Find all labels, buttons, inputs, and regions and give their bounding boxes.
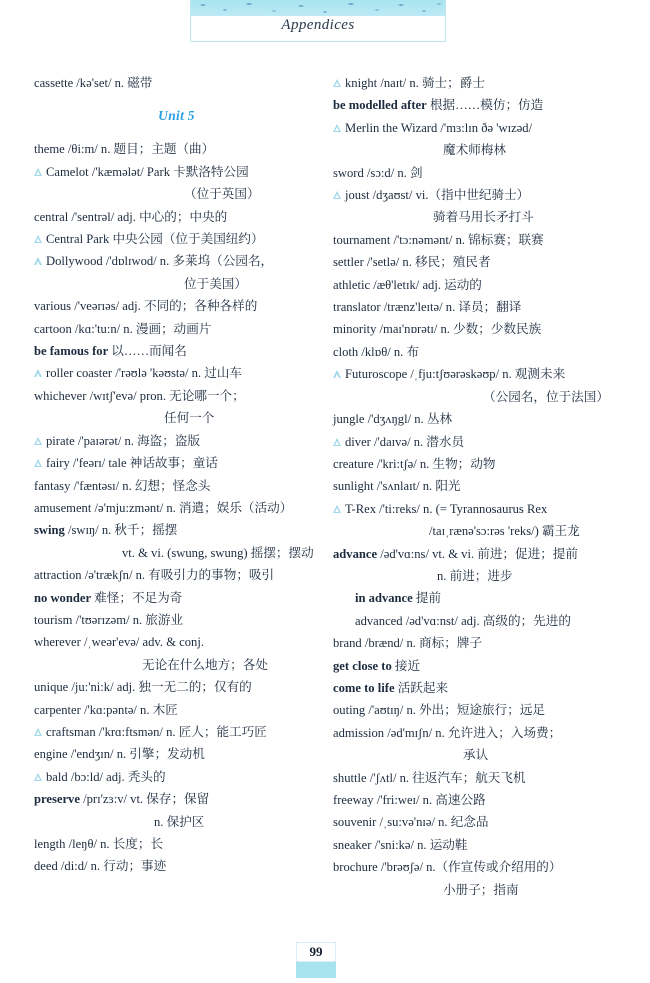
entry-text	[34, 792, 209, 806]
page-footer	[296, 942, 336, 978]
entry-text: minority /maɪ'nɒrətɪ/ n. 少数；少数民族	[333, 322, 542, 337]
vocabulary-entry	[333, 72, 633, 94]
entry-text: sword /sɔ:d/ n. 剑	[333, 165, 423, 180]
entry-headword: be famous for	[34, 344, 109, 359]
entry-definition: /swɪŋ/ n. 秋千；摇摆	[64, 523, 178, 538]
entry-text: sneaker /'sni:kə/ n. 运动鞋	[333, 837, 468, 852]
entry-text: Camelot /'kæmələt/ Park 卡默洛特公园	[46, 164, 249, 179]
entry-continuation-line	[333, 386, 633, 408]
entry-text: unique /ju:'ni:k/ adj. 独一无二的；仅有的	[34, 680, 252, 695]
triangle-marker-icon	[34, 235, 43, 243]
vocabulary-entry	[34, 519, 319, 541]
vocabulary-entry	[333, 610, 633, 632]
entry-definition: 以……而闻名	[108, 344, 187, 359]
continuation-text: n. 前进；进步	[437, 568, 513, 583]
entry-text: jungle /'dʒʌŋgl/ n. 丛林	[333, 412, 453, 427]
entry-text: sunlight /'sʌnlaɪt/ n. 阳光	[333, 479, 461, 494]
entry-text: craftsman /'krɑ:ftsmən/ n. 匠人；能工巧匠	[46, 724, 267, 739]
entry-continuation-line	[333, 565, 633, 587]
entry-text: Futuroscope /ˌfju:tʃʊərəskəʊp/ n. 观测未来	[345, 367, 566, 382]
entry-text	[34, 591, 182, 605]
vocabulary-entry	[34, 788, 319, 810]
vocabulary-entry	[333, 475, 633, 497]
continuation-text: （位于英国）	[184, 187, 260, 202]
triangle-marker-icon	[34, 257, 43, 265]
vocabulary-entry	[34, 743, 319, 765]
entry-headword: get close to	[333, 658, 392, 673]
vocabulary-entry	[34, 609, 319, 631]
page-title: Appendices	[281, 17, 355, 33]
footer-color-band	[296, 962, 336, 978]
entry-text: wherever /ˌweər'evə/ adv. & conj.	[34, 635, 204, 650]
vocabulary-entry	[333, 834, 633, 856]
continuation-text: n. 保护区	[154, 814, 205, 829]
triangle-marker-icon	[34, 437, 43, 445]
entry-continuation-line	[333, 744, 633, 766]
vocabulary-entry	[333, 453, 633, 475]
continuation-text: 任何一个	[164, 411, 215, 426]
continuation-text: 无论在什么地方；各处	[142, 657, 268, 672]
entry-text: admission /əd'mɪʃn/ n. 允许进入；入场费；	[333, 725, 562, 740]
vocabulary-entry	[34, 318, 319, 340]
vocabulary-entry	[333, 587, 633, 609]
left-column	[34, 72, 319, 878]
entry-definition: /əd'vɑ:ns/ vt. & vi. 前进；促进；提前	[377, 546, 578, 561]
entry-text: diver /'daɪvə/ n. 潜水员	[345, 434, 465, 449]
continuation-text: vt. & vi. (swung, swung) 摇摆；摆动	[122, 545, 314, 560]
entry-text: joust /dʒaʊst/ vi.（指中世纪骑士）	[345, 188, 530, 203]
vocabulary-entry	[333, 677, 633, 699]
entry-text	[333, 98, 543, 112]
continuation-text: （公园名，位于法国）	[483, 389, 609, 404]
entry-definition: 根据……模仿；仿造	[426, 98, 544, 113]
vocabulary-entry	[34, 206, 319, 228]
vocabulary-entry	[34, 497, 319, 519]
entry-definition: 接近	[391, 658, 421, 673]
vocabulary-entry	[34, 631, 319, 653]
entry-continuation-line	[333, 206, 633, 228]
vocabulary-entry	[333, 318, 633, 340]
triangle-marker-icon	[34, 168, 43, 176]
entry-definition: 提前	[412, 591, 442, 606]
entry-text: tournament /'tɔ:nəmənt/ n. 锦标赛；联赛	[333, 232, 544, 247]
entry-text: various /'veərɪəs/ adj. 不同的；各种各样的	[34, 299, 258, 314]
entry-continuation-line	[333, 879, 633, 901]
continuation-text: 魔术师梅林	[443, 143, 506, 158]
pre-unit-entries	[34, 72, 319, 94]
vocabulary-entry	[333, 229, 633, 251]
continuation-text: 小册子；指南	[443, 882, 519, 897]
entry-text: brochure /'brəʊʃə/ n.（作宣传或介绍用的）	[333, 860, 562, 875]
entry-text: knight /naɪt/ n. 骑士；爵士	[345, 76, 485, 90]
entry-text: engine /'endʒɪn/ n. 引擎；发动机	[34, 747, 205, 762]
entry-text: translator /trænz'leɪtə/ n. 译员；翻译	[333, 300, 522, 315]
vocabulary-entry	[34, 564, 319, 586]
entry-headword: come to life	[333, 680, 395, 695]
unit-heading: Unit 5	[158, 108, 195, 124]
entry-text	[333, 681, 448, 695]
entry-text: Merlin the Wizard /'mɜ:lɪn ðə 'wɪzəd/	[345, 120, 533, 135]
vocabulary-entry	[333, 341, 633, 363]
vocabulary-entry	[34, 452, 319, 474]
page-header-banner	[190, 0, 446, 42]
vocabulary-entry	[34, 676, 319, 698]
entry-headword: advance	[333, 546, 378, 561]
entry-text: fantasy /'fæntəsɪ/ n. 幻想；怪念头	[34, 478, 211, 493]
vocabulary-entry	[333, 117, 633, 139]
vocabulary-entry	[34, 295, 319, 317]
triangle-marker-icon	[34, 459, 43, 467]
entry-headword: swing	[34, 523, 65, 538]
vocabulary-entry	[34, 855, 319, 877]
triangle-marker-icon	[333, 191, 342, 199]
entry-headword: no wonder	[34, 590, 92, 605]
entry-text	[34, 523, 177, 537]
entry-text: amusement /ə'mju:zmənt/ n. 消遣；娱乐（活动）	[34, 500, 293, 515]
entry-text: roller coaster /'rəʊlə 'kəʊstə/ n. 过山车	[46, 366, 243, 381]
vocabulary-entry	[34, 161, 319, 183]
entry-text: settler /'setlə/ n. 移民；殖民者	[333, 255, 491, 270]
entry-text: theme /θi:m/ n. 题目；主题（曲）	[34, 142, 215, 157]
entry-text	[333, 547, 578, 561]
entry-continuation-line	[34, 811, 319, 833]
entry-text: shuttle /'ʃʌtl/ n. 往返汽车；航天飞机	[333, 770, 526, 785]
triangle-marker-icon	[333, 505, 342, 513]
triangle-marker-icon	[34, 369, 43, 377]
continuation-text: 承认	[463, 748, 489, 763]
entry-text: deed /di:d/ n. 行动；事迹	[34, 859, 167, 874]
entry-text	[355, 591, 441, 605]
vocabulary-entry	[333, 722, 633, 744]
vocabulary-entry	[333, 632, 633, 654]
entry-text: athletic /æθ'letɪk/ adj. 运动的	[333, 277, 482, 292]
vocabulary-entry	[34, 766, 319, 788]
vocabulary-entry	[333, 498, 633, 520]
entry-text: freeway /'fri:weɪ/ n. 高速公路	[333, 793, 486, 807]
vocabulary-entry	[333, 94, 633, 116]
entry-text: whichever /wɪtʃ'evə/ pron. 无论哪一个；	[34, 388, 245, 403]
vocabulary-entry	[34, 833, 319, 855]
entry-continuation-line	[34, 273, 319, 295]
vocabulary-entry	[34, 362, 319, 384]
right-column	[333, 72, 633, 901]
triangle-marker-icon	[333, 370, 342, 378]
vocabulary-entry	[333, 162, 633, 184]
continuation-text: 骑着马用长矛打斗	[433, 210, 534, 225]
vocabulary-entry	[34, 385, 319, 407]
entry-continuation-line	[34, 542, 319, 564]
vocabulary-entry	[34, 430, 319, 452]
triangle-marker-icon	[333, 79, 342, 87]
vocabulary-entry	[34, 228, 319, 250]
vocabulary-entry	[333, 789, 633, 811]
entry-text: cloth /klɒθ/ n. 布	[333, 344, 420, 359]
vocabulary-entry	[34, 250, 319, 272]
entry-text: length /leŋθ/ n. 长度；长	[34, 837, 164, 851]
vocabulary-entry	[34, 721, 319, 743]
vocabulary-entry	[34, 340, 319, 362]
vocabulary-entry	[333, 811, 633, 833]
page-number: 99	[309, 944, 323, 959]
vocabulary-entry	[34, 699, 319, 721]
triangle-marker-icon	[34, 773, 43, 781]
entry-text: brand /brænd/ n. 商标；牌子	[333, 636, 483, 651]
triangle-marker-icon	[333, 124, 342, 132]
entry-text: creature /'kri:tʃə/ n. 生物；动物	[333, 456, 496, 471]
entry-text: Dollywood /'dɒlɪwod/ n. 多莱坞（公园名，	[46, 254, 274, 269]
vocabulary-entry	[333, 767, 633, 789]
vocabulary-entry	[333, 184, 633, 206]
continuation-text: 位于美国）	[184, 276, 247, 291]
right-entry-list	[333, 72, 633, 901]
entry-continuation-line	[333, 139, 633, 161]
entry-headword: in advance	[355, 591, 413, 606]
vocabulary-entry	[34, 587, 319, 609]
vocabulary-entry	[333, 543, 633, 565]
entry-text: cassette /kə'set/ n. 磁带	[34, 76, 153, 90]
entry-definition: /prɪ'zɜ:v/ vt. 保存；保留	[79, 792, 210, 807]
entry-text: tourism /'tʊərɪzəm/ n. 旅游业	[34, 612, 184, 627]
entry-text: souvenir /ˌsu:və'nɪə/ n. 纪念品	[333, 815, 489, 830]
entry-text	[333, 659, 420, 673]
entry-continuation-line	[34, 654, 319, 676]
entry-definition: 活跃起来	[394, 680, 449, 695]
entry-definition: 难怪；不足为奇	[91, 590, 183, 605]
vocabulary-entry	[34, 138, 319, 160]
vocabulary-entry	[333, 363, 633, 385]
entry-text: fairy /'feərɪ/ tale 神话故事；童话	[46, 456, 218, 471]
entry-text: attraction /ə'trækʃn/ n. 有吸引力的事物；吸引	[34, 568, 275, 583]
entry-text: outing /'aʊtɪŋ/ n. 外出；短途旅行；远足	[333, 703, 546, 718]
entry-continuation-line	[34, 407, 319, 429]
entry-continuation-line	[333, 520, 633, 542]
entry-text: bald /bɔ:ld/ adj. 秃头的	[46, 769, 166, 784]
entry-text: advanced /əd'vɑ:nst/ adj. 高级的；先进的	[355, 613, 571, 628]
vocabulary-entry	[333, 699, 633, 721]
vocabulary-entry	[333, 296, 633, 318]
entry-text: Central Park 中央公园（位于美国纽约）	[46, 232, 264, 247]
entry-text: cartoon /kɑ:'tu:n/ n. 漫画；动画片	[34, 321, 212, 336]
entry-continuation-line	[34, 183, 319, 205]
vocabulary-entry	[333, 655, 633, 677]
triangle-marker-icon	[333, 438, 342, 446]
entry-text: central /'sentrəl/ adj. 中心的；中央的	[34, 209, 228, 224]
triangle-marker-icon	[34, 728, 43, 736]
vocabulary-entry	[333, 408, 633, 430]
entry-text: carpenter /'kɑ:pəntə/ n. 木匠	[34, 702, 178, 717]
left-entry-list	[34, 138, 319, 877]
water-pattern-decoration	[191, 0, 445, 16]
entry-headword: be modelled after	[333, 98, 427, 113]
entry-text: pirate /'paɪərət/ n. 海盗；盗版	[46, 433, 201, 448]
vocabulary-entry	[333, 431, 633, 453]
entry-text	[34, 344, 187, 358]
vocabulary-entry	[333, 856, 633, 878]
vocabulary-entry	[333, 274, 633, 296]
vocabulary-entry	[34, 475, 319, 497]
entry-headword: preserve	[34, 792, 80, 807]
continuation-text: /taɪˌrænə'sɔ:rəs 'reks/) 霸王龙	[429, 524, 580, 539]
vocabulary-entry	[34, 72, 319, 94]
vocabulary-entry	[333, 251, 633, 273]
entry-text: T-Rex /'ti:reks/ n. (= Tyrannosaurus Rex	[345, 501, 548, 516]
